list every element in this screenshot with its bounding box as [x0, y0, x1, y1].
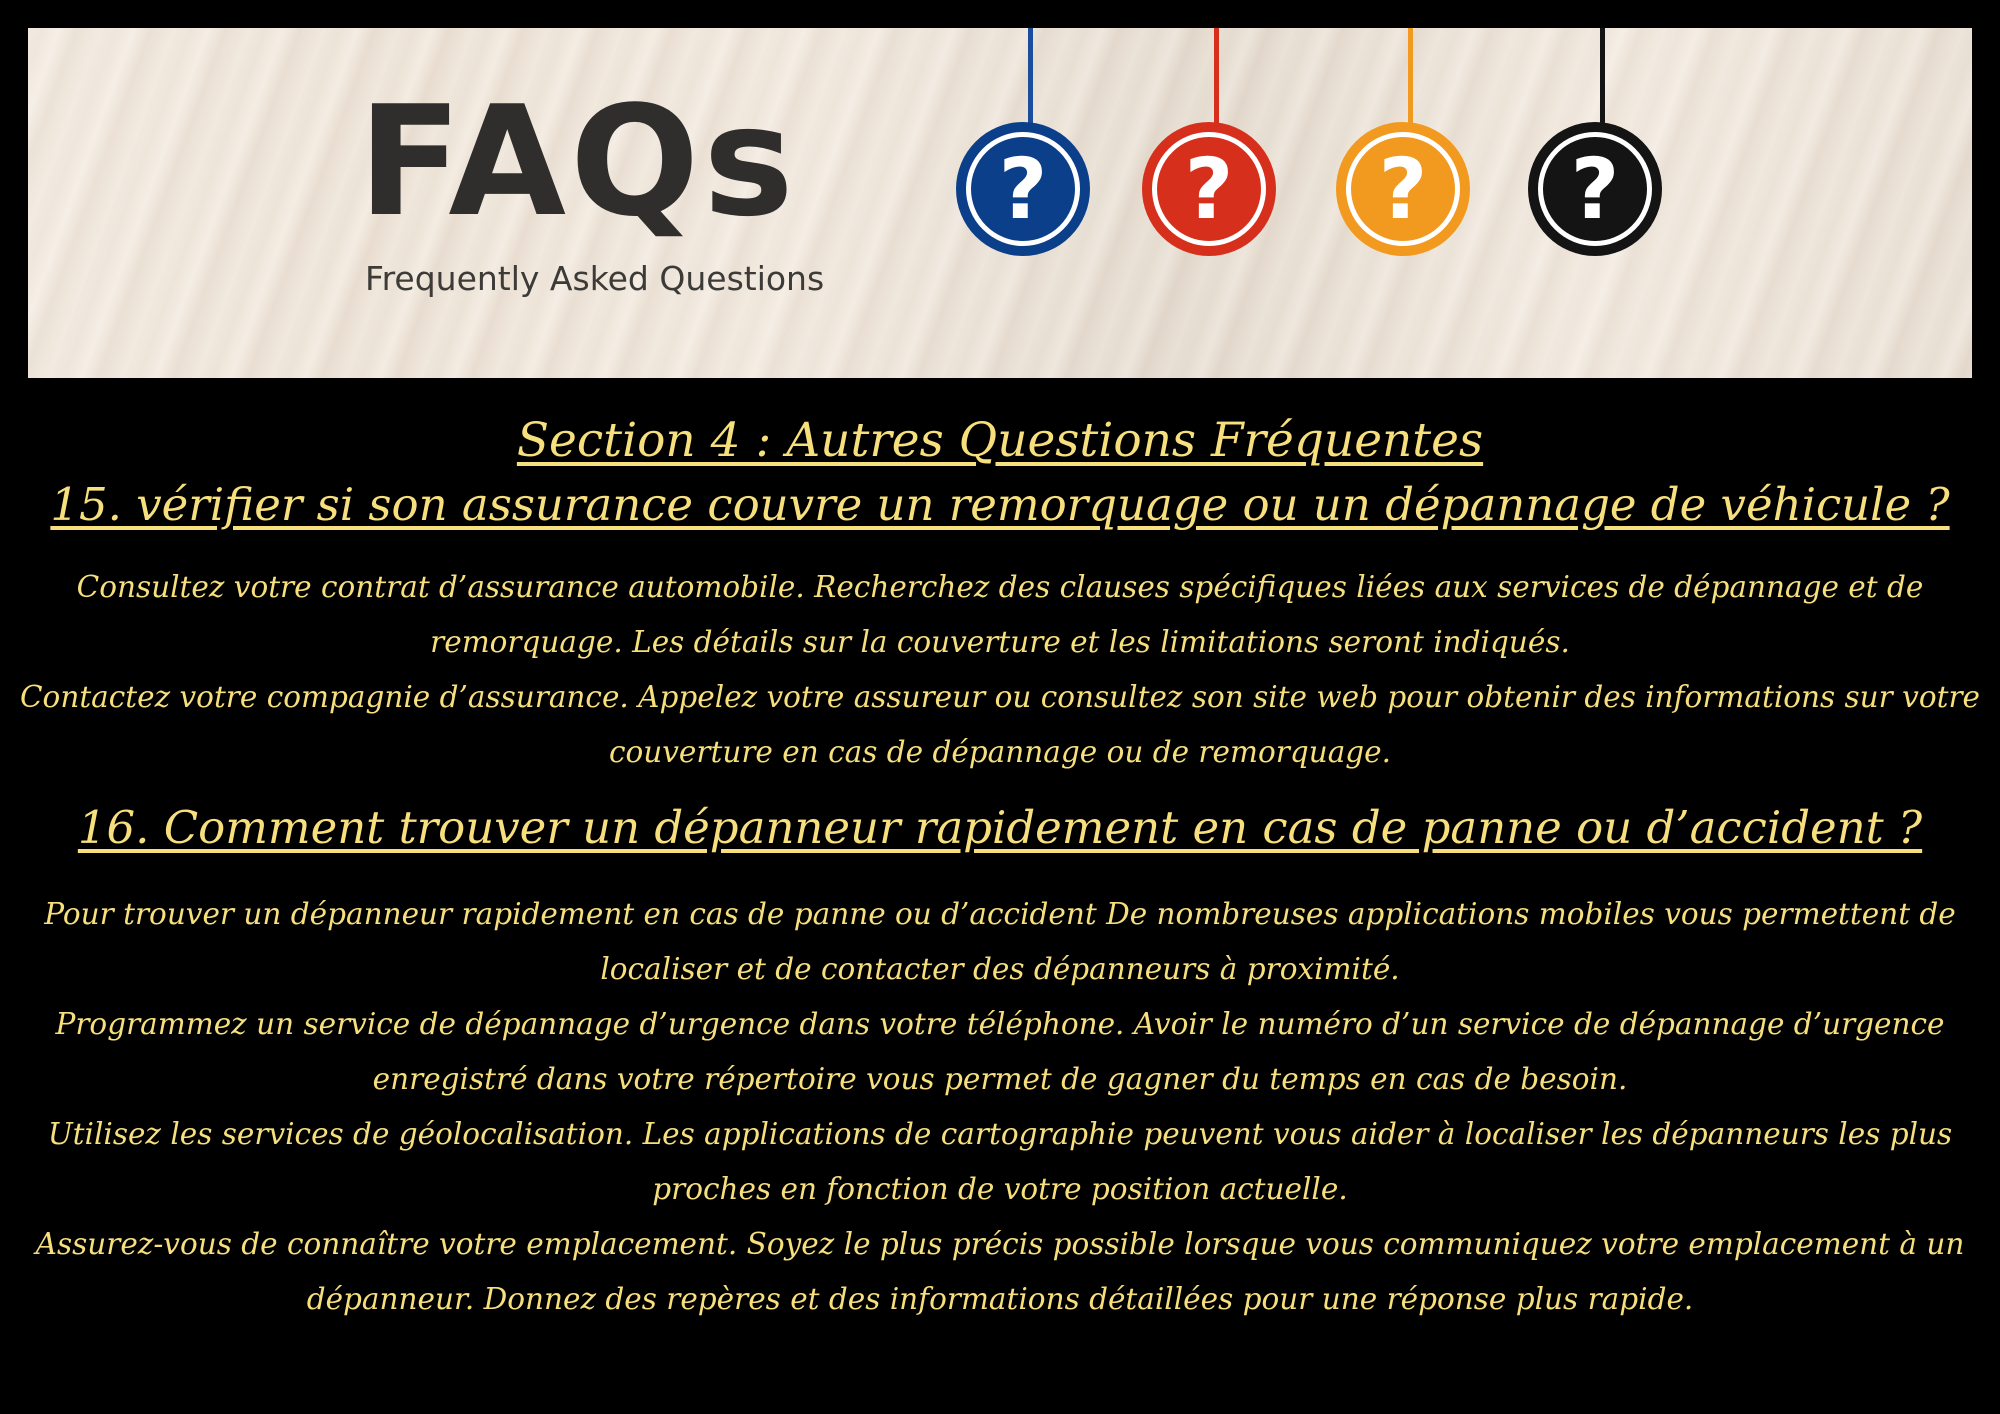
ornament-string — [1408, 28, 1413, 128]
question-mark-glyph: ? — [1152, 132, 1266, 246]
banner-subtitle: Frequently Asked Questions — [365, 259, 825, 298]
faq-banner — [28, 28, 1972, 378]
answer-paragraph: Consultez votre contrat d’assurance automobile. Recherchez des clauses spécifiques liées aux services de dépannage et de remorquage. Les détails sur la couverture et les limitations seront indiqués. — [76, 570, 1924, 660]
question-mark-glyph: ? — [1346, 132, 1460, 246]
faq-answer-16 — [0, 887, 2000, 1327]
answer-paragraph: Contactez votre compagnie d’assurance. Appelez votre assureur ou consultez son site web pour obtenir des informations sur votre couverture en cas de dépannage ou de remorquage. — [19, 680, 1981, 770]
ornament-string — [1028, 28, 1033, 128]
question-mark-icon-blue — [956, 28, 1106, 268]
question-mark-glyph: ? — [966, 132, 1080, 246]
faq-question-15: 15. vérifier si son assurance couvre un remorquage ou un dépannage de véhicule ? — [50, 478, 1950, 532]
faq-content — [0, 410, 2000, 1327]
answer-paragraph: Assurez-vous de connaître votre emplacement. Soyez le plus précis possible lorsque vous communiquez votre emplacement à un dépanneur. Donnez des repères et des informations détaillées pour une réponse plus rapide. — [35, 1227, 1965, 1317]
faq-answer-15 — [0, 560, 2000, 780]
ornament-ball — [1528, 122, 1662, 256]
ornament-ball — [956, 122, 1090, 256]
ornament-string — [1214, 28, 1219, 128]
ornament-string — [1600, 28, 1605, 128]
question-mark-icon-black — [1528, 28, 1678, 268]
answer-paragraph: Programmez un service de dépannage d’urgence dans votre téléphone. Avoir le numéro d’un service de dépannage d’urgence enregistré dans votre répertoire vous permet de gagner du temps en cas de besoin. — [55, 1007, 1945, 1097]
answer-paragraph: Pour trouver un dépanneur rapidement en cas de panne ou d’accident De nombreuses applications mobiles vous permettent de localiser et de contacter des dépanneurs à proximité. — [44, 897, 1956, 987]
answer-paragraph: Utilisez les services de géolocalisation. Les applications de cartographie peuvent vous aider à localiser les dépanneurs les plus proches en fonction de votre position actuelle. — [47, 1117, 1953, 1207]
question-mark-icon-orange — [1336, 28, 1486, 268]
banner-title: FAQs — [358, 73, 798, 250]
section-title: Section 4 : Autres Questions Fréquentes — [516, 413, 1484, 468]
faq-question-16: 16. Comment trouver un dépanneur rapidement en cas de panne ou d’accident ? — [77, 801, 1923, 855]
question-mark-glyph: ? — [1538, 132, 1652, 246]
question-mark-icon-red — [1142, 28, 1292, 268]
ornament-ball — [1336, 122, 1470, 256]
ornament-ball — [1142, 122, 1276, 256]
